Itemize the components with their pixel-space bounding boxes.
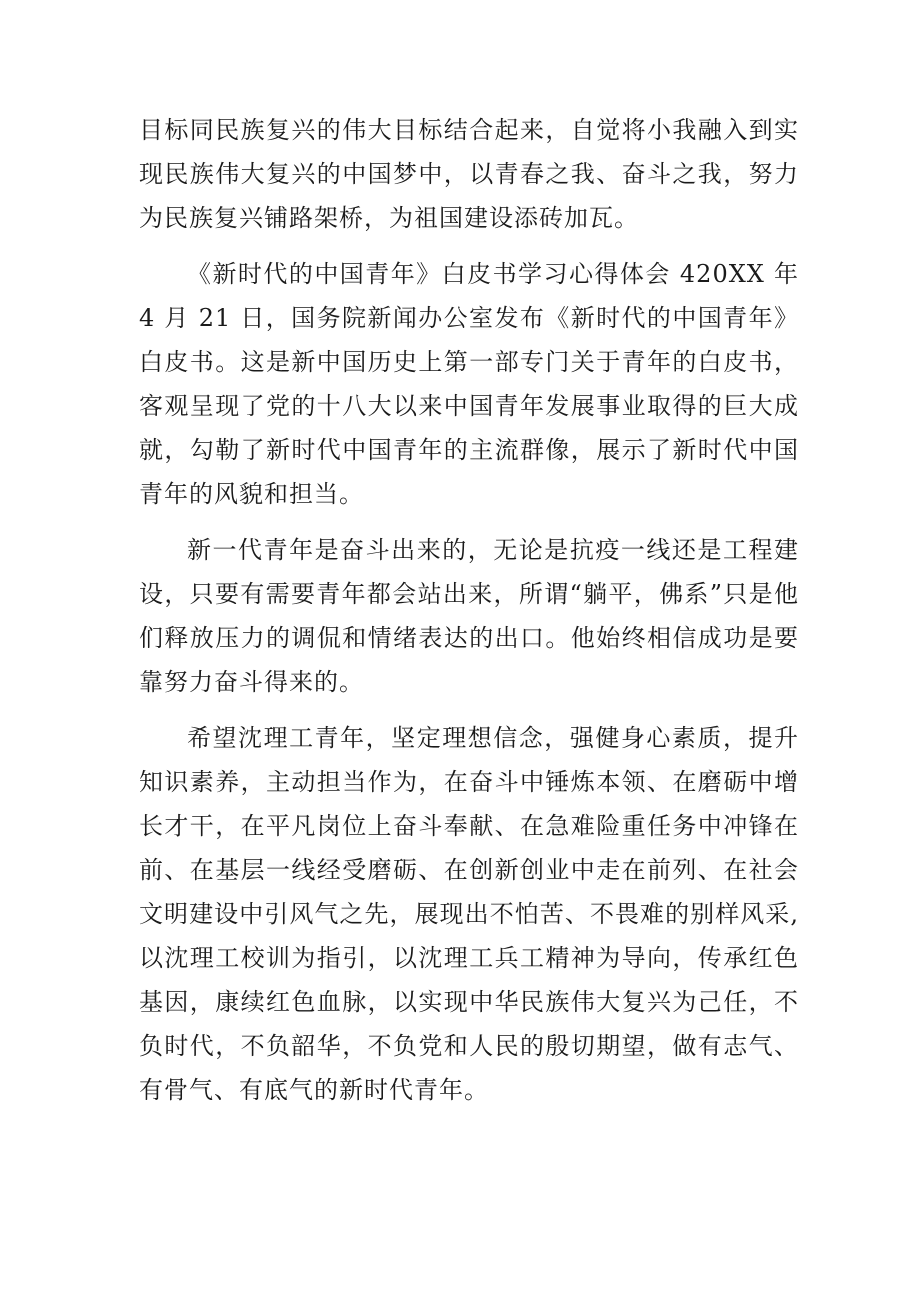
document-body [139,108,799,1112]
paragraph-spacer [139,516,799,528]
paragraph-spacer [139,240,799,252]
paragraph-spacer [139,704,799,716]
paragraph-continuation: 目标同民族复兴的伟大目标结合起来，自觉将小我融入到实现民族伟大复兴的中国梦中，以青春之我、奋斗之我，努力为民族复兴铺路架桥，为祖国建设添砖加瓦。 [139,116,799,232]
paragraph-hope: 希望沈理工青年，坚定理想信念，强健身心素质，提升知识素养，主动担当作为，在奋斗中锤炼本领、在磨砺中增长才干，在平凡岗位上奋斗奉献、在急难险重任务中冲锋在前、在基层一线经受磨砺、在创新创业中走在前列、在社会文明建设中引风气之先，展现出不怕苦、不畏难的别样风采,以沈理工校训为指引，以沈理工兵工精神为导向，传承红色基因，康续红色血脉，以实现中华民族伟大复兴为己任，不负时代，不负韶华，不负党和人民的殷切期望，做有志气、有骨气、有底气的新时代青年。 [139,724,799,1104]
paragraph-white-paper-intro: 《新时代的中国青年》白皮书学习心得体会 420XX 年 4 月 21 日，国务院新闻办公室发布《新时代的中国青年》白皮书。这是新中国历史上第一部专门关于青年的白皮书，客观呈现了党的十八大以来中国青年发展事业取得的巨大成就，勾勒了新时代中国青年的主流群像，展示了新时代中国青年的风貌和担当。 [139,260,799,508]
paragraph-new-generation: 新一代青年是奋斗出来的，无论是抗疫一线还是工程建设，只要有需要青年都会站出来，所谓“躺平，佛系”只是他们释放压力的调侃和情绪表达的出口。他始终相信成功是要靠努力奋斗得来的。 [139,536,799,696]
